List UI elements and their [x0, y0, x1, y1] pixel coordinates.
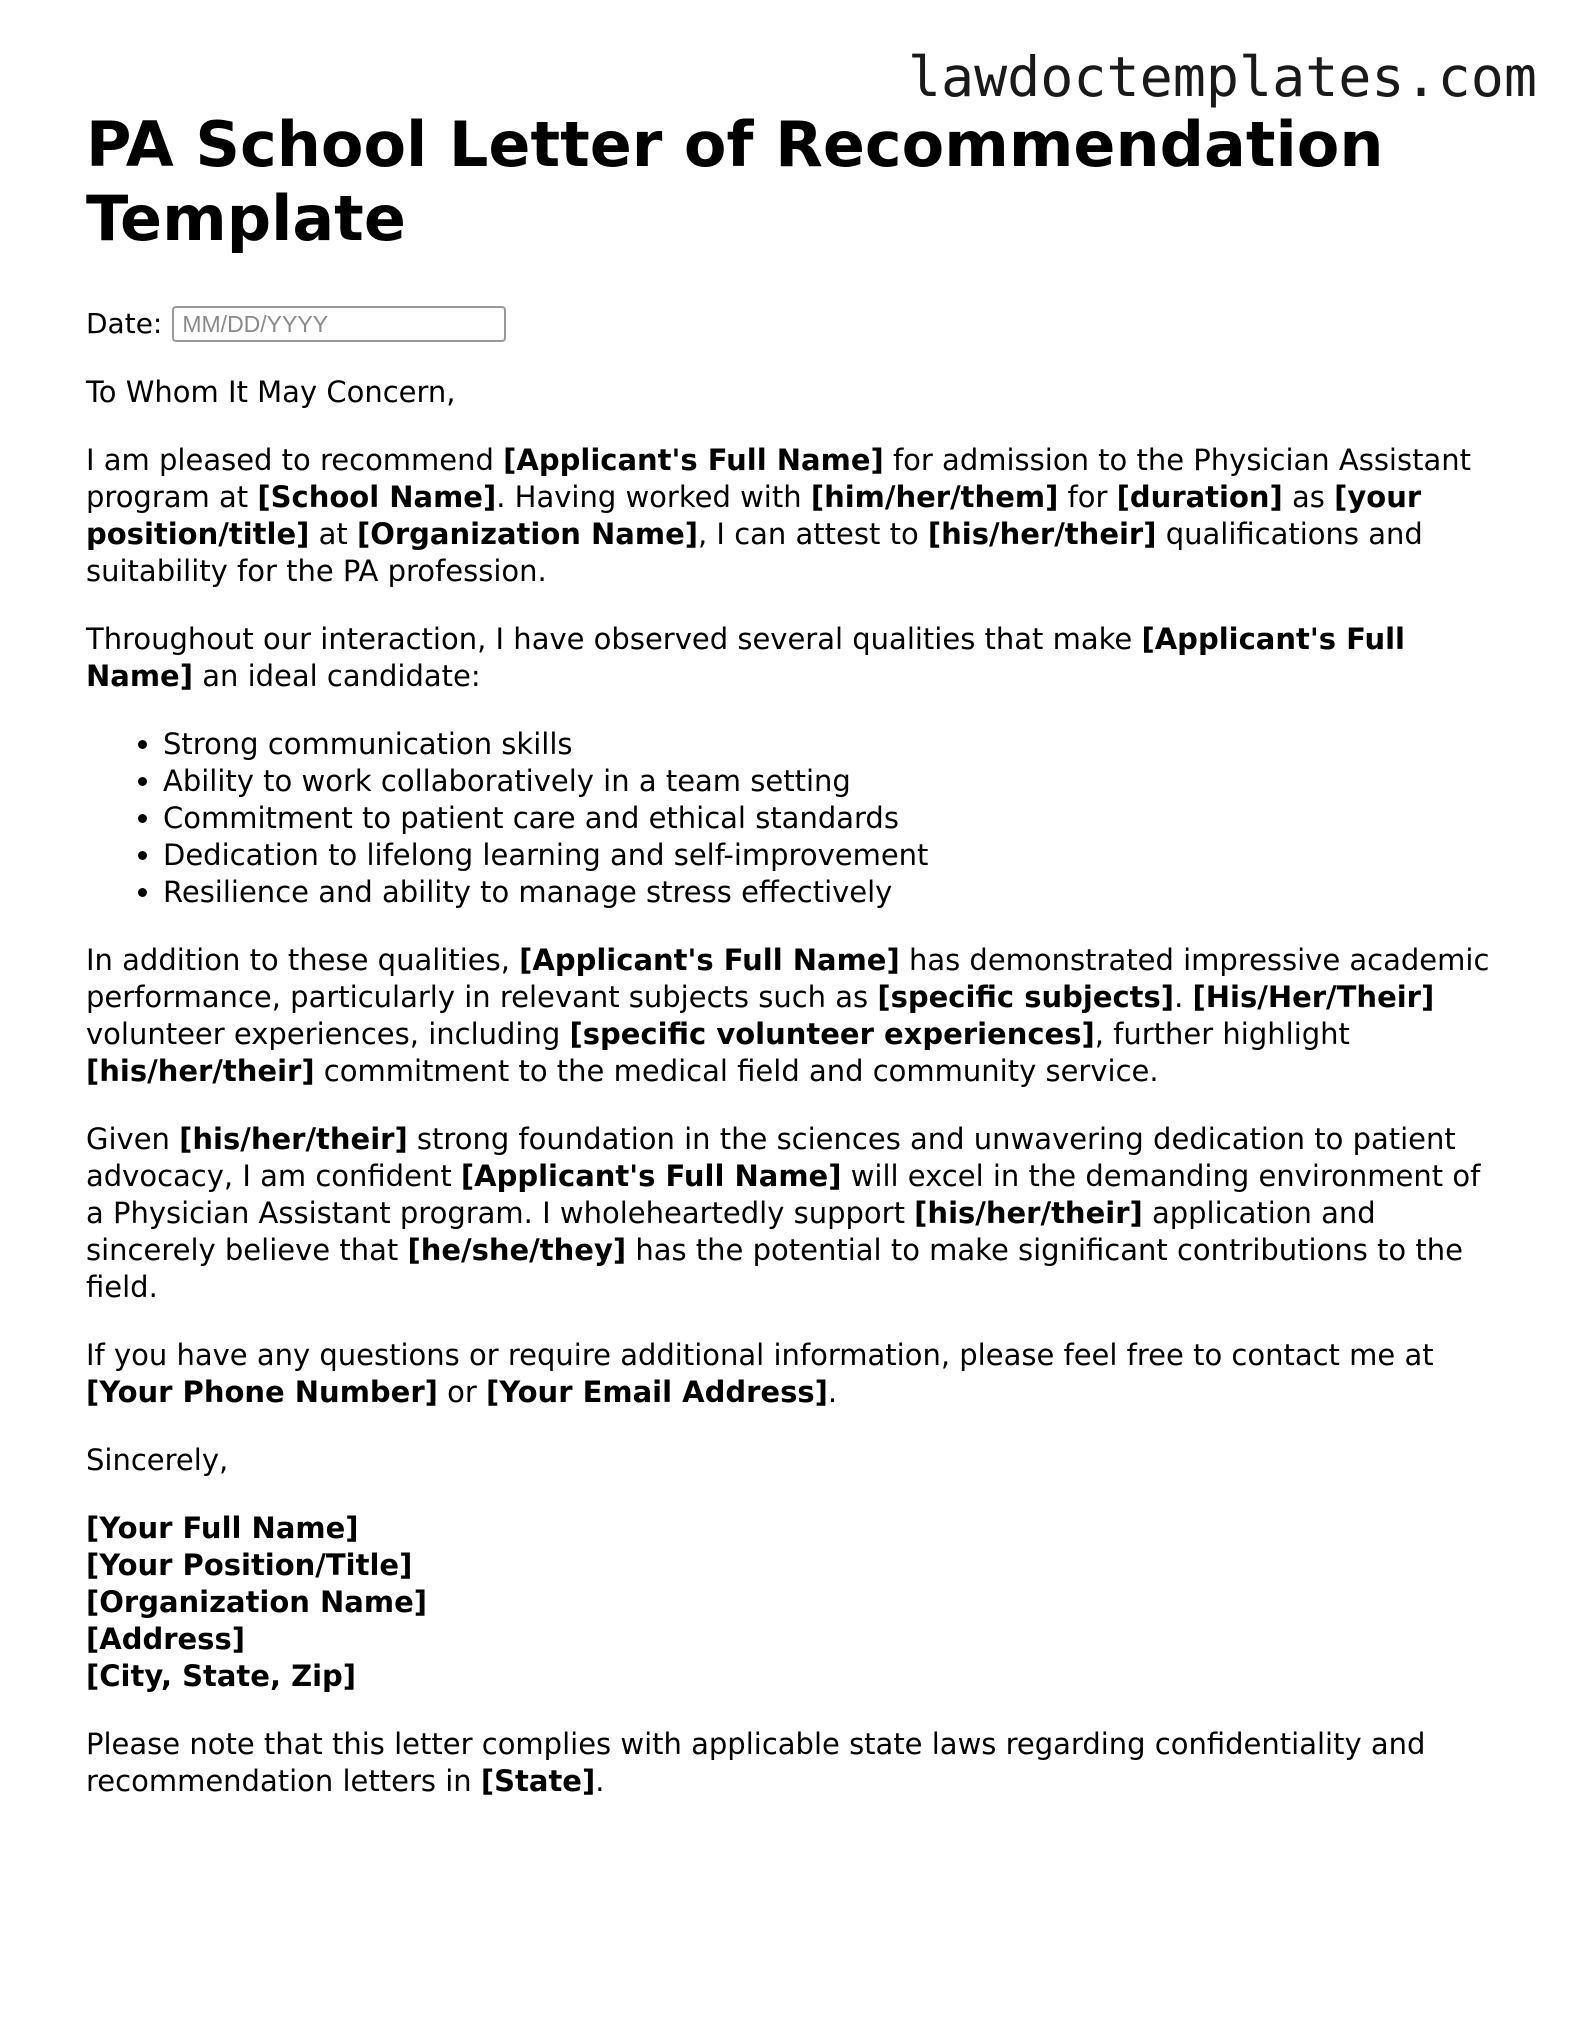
site-watermark: lawdoctemplates.com [907, 45, 1537, 109]
paragraph-qualities-intro [86, 621, 1506, 695]
text: In addition to these qualities, [86, 943, 520, 977]
text: . [827, 1375, 838, 1409]
text: commitment to the medical field and community service. [314, 1054, 1159, 1088]
text: . [595, 1764, 605, 1798]
paragraph-confidence [86, 1121, 1506, 1306]
text: for [1058, 480, 1117, 514]
placeholder-pronoun: [His/Her/Their] [1192, 980, 1435, 1014]
closing: Sincerely, [86, 1443, 229, 1477]
signature-city-state-zip: [City, State, Zip] [86, 1659, 357, 1693]
text: , further highlight [1094, 1017, 1350, 1051]
list-item: • Dedication to lifelong learning and self-improvement [163, 837, 1506, 874]
list-item: • Commitment to patient care and ethical standards [163, 800, 1506, 837]
text: for admission to the Physician Assistant program at [86, 443, 1471, 514]
placeholder-pronoun: [his/her/their] [914, 1196, 1143, 1230]
salutation: To Whom It May Concern, [86, 375, 456, 409]
text: an ideal candidate: [192, 659, 481, 693]
text: volunteer experiences, including [86, 1017, 570, 1051]
placeholder-pronoun: [him/her/them] [810, 480, 1059, 514]
signature-block [86, 1510, 1506, 1695]
list-item: • Ability to work collaboratively in a team setting [163, 763, 1506, 800]
list-item: • Resilience and ability to manage stress effectively [163, 874, 1506, 911]
placeholder-phone: [Your Phone Number] [86, 1375, 438, 1409]
date-label: Date: [86, 307, 163, 340]
signature-full-name: [Your Full Name] [86, 1511, 359, 1545]
text: Throughout our interaction, I have observed several qualities that make [86, 622, 1142, 656]
text: . Having worked with [496, 480, 811, 514]
placeholder-organization: [Organization Name] [356, 517, 698, 551]
text: If you have any questions or require additional information, please feel free to contact me at [86, 1338, 1434, 1372]
paragraph-contact [86, 1337, 1506, 1411]
placeholder-applicant-name: [Applicant's Full Name] [519, 943, 900, 977]
placeholder-duration: [duration] [1116, 480, 1283, 514]
date-input[interactable] [172, 306, 506, 342]
text: has demonstrated impressive academic performance, particularly in relevant subjects such as [86, 943, 1490, 1014]
text: Please note that this letter complies with applicable state laws regarding confidentiality and recommendation letters in [86, 1727, 1426, 1798]
page-title: PA School Letter of Recommendation Template [86, 108, 1384, 255]
placeholder-pronoun: [his/her/their] [86, 1054, 315, 1088]
text: as [1282, 480, 1335, 514]
placeholder-pronoun: [his/her/their] [179, 1122, 408, 1156]
paragraph-recommendation [86, 442, 1506, 590]
placeholder-subjects: [specific subjects] [877, 980, 1175, 1014]
qualities-list [86, 726, 1506, 911]
text: , I can attest to [698, 517, 928, 551]
text: qualifications and suitability for the PA profession. [86, 517, 1423, 588]
text: strong foundation in the sciences and unwavering dedication to patient advocacy, I am confident [86, 1122, 1456, 1193]
placeholder-position: [your position/title] [86, 480, 1422, 551]
signature-organization: [Organization Name] [86, 1585, 428, 1619]
placeholder-state: [State] [480, 1764, 596, 1798]
placeholder-volunteer: [specific volunteer experiences] [569, 1017, 1095, 1051]
placeholder-applicant-name: [Applicant's Full Name] [503, 443, 884, 477]
text: Given [86, 1122, 180, 1156]
text: or [437, 1375, 487, 1409]
placeholder-applicant-name: [Applicant's Full Name] [460, 1159, 842, 1193]
placeholder-pronoun: [his/her/their] [927, 517, 1157, 551]
signature-address: [Address] [86, 1622, 245, 1656]
text: has the potential to make significant contributions to the field. [86, 1233, 1463, 1304]
date-row [86, 304, 1506, 344]
text: I am pleased to recommend [86, 443, 504, 477]
placeholder-email: [Your Email Address] [486, 1375, 828, 1409]
placeholder-school-name: [School Name] [257, 480, 497, 514]
placeholder-applicant-name: [Applicant's Full Name] [86, 622, 1405, 693]
legal-note [86, 1726, 1506, 1800]
placeholder-pronoun: [he/she/they] [407, 1233, 627, 1267]
signature-position: [Your Position/Title] [86, 1548, 413, 1582]
paragraph-academics [86, 942, 1506, 1090]
text: will excel in the demanding environment of a Physician Assistant program. I wholeheartedly support [86, 1159, 1481, 1230]
text: . [1174, 980, 1193, 1014]
text: application and sincerely believe that [86, 1196, 1376, 1267]
letter-document [86, 108, 1506, 1800]
list-item: • Strong communication skills [163, 726, 1506, 763]
text: at [309, 517, 357, 551]
